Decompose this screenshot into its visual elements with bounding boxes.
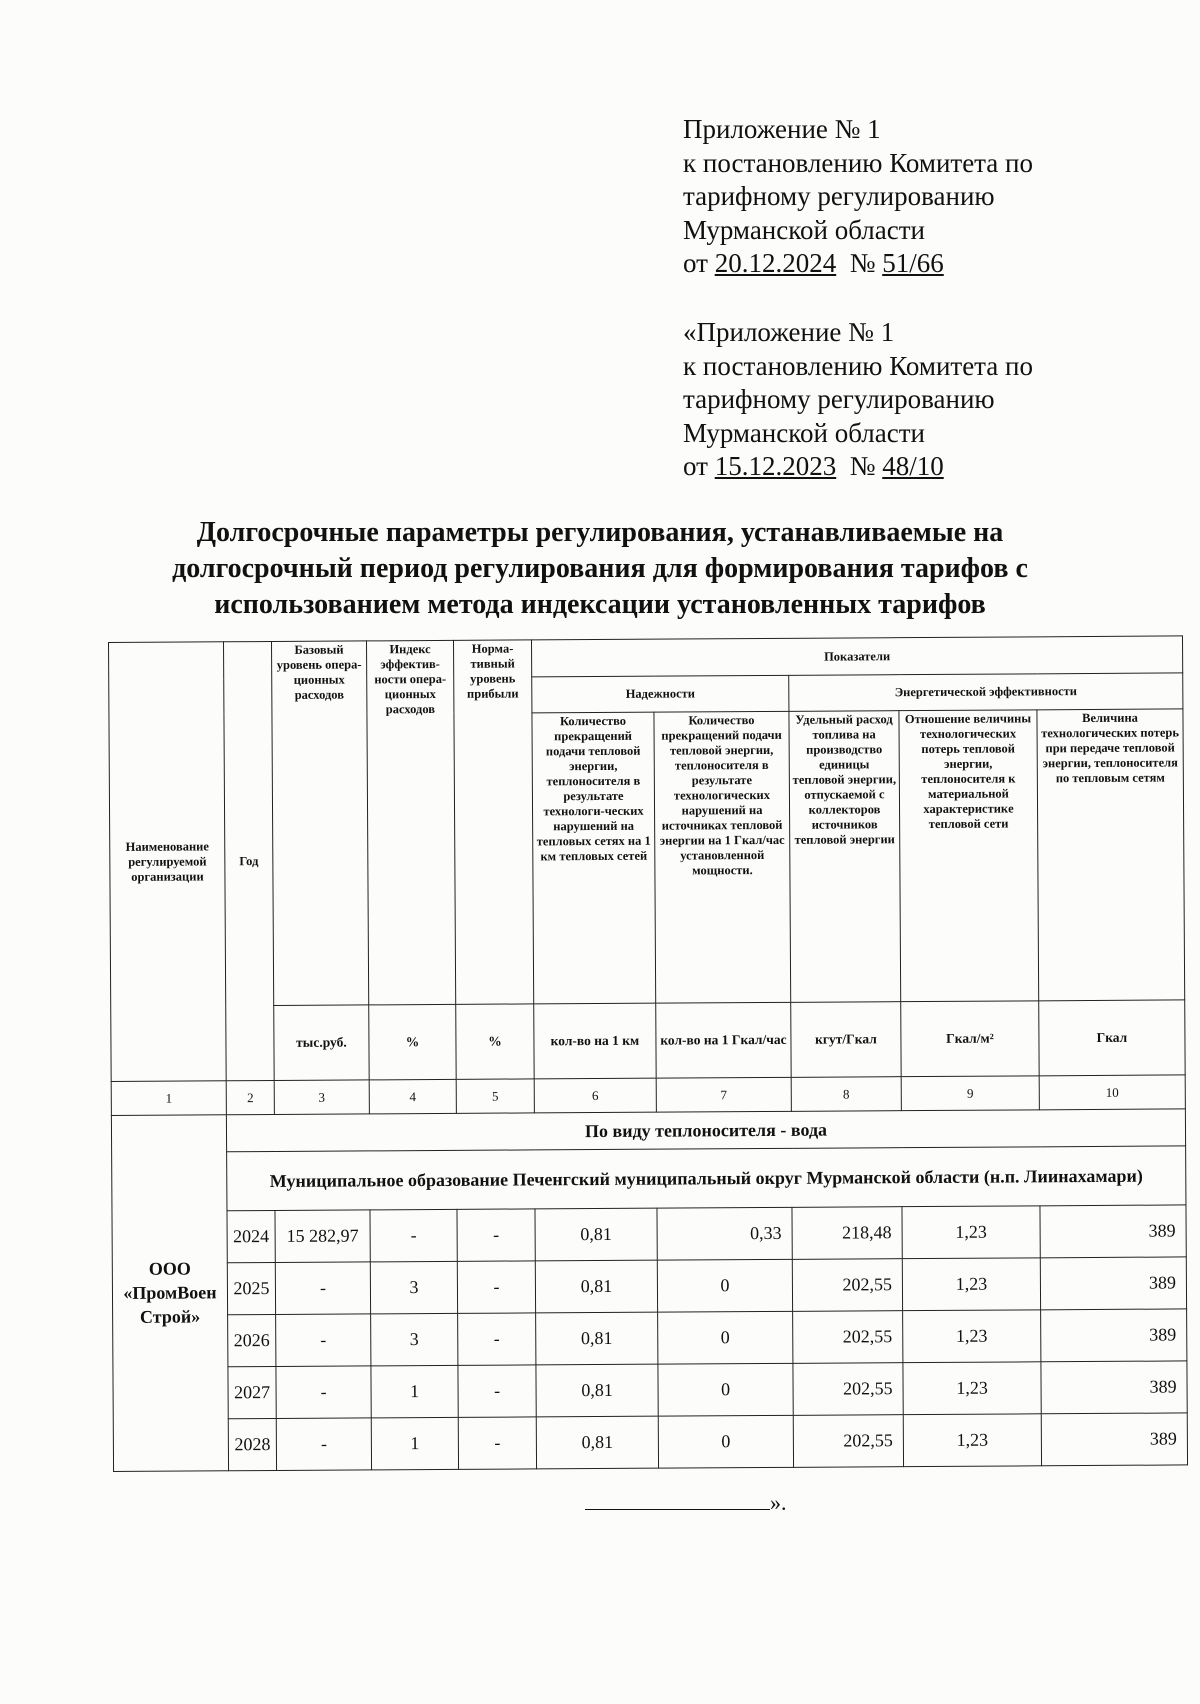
table-row [112,1257,1186,1316]
cell-col8: 202,55 [793,1414,903,1467]
unit-col9: Гкал/м² [901,1001,1039,1077]
col-number: 1 [111,1081,226,1115]
cell-index: - [370,1209,457,1262]
organization-name: ООО «ПромВоен Строй» [111,1115,228,1472]
header-base-level: Базовый уровень опера-ционных расходов [272,641,369,1006]
col-number: 6 [534,1079,656,1113]
cell-col8: 218,48 [792,1206,902,1259]
unit-col8: кгут/Гкал [791,1002,901,1078]
document-title: Долгосрочные параметры регулирования, устанавливаемые на долгосрочный период регулирования для формирования тарифов с использованием метода индексации установленных тарифов [172,517,1028,620]
cell-col10: 389 [1040,1257,1186,1310]
appendix-line: «Приложение № 1 [683,317,895,347]
header-year: Год [224,642,275,1082]
cell-col6: 0,81 [536,1416,658,1469]
cell-base: - [276,1418,371,1471]
appendix-line: тарифному регулированию [683,181,995,211]
header-energy-efficiency: Энергетической эффективности [789,673,1183,711]
col-number: 5 [456,1079,534,1113]
cell-year: 2024 [227,1210,275,1262]
header-profit-level: Норма-тивный уровень прибыли [453,640,533,1005]
cell-year: 2028 [228,1418,276,1470]
col-number: 9 [901,1076,1039,1110]
cell-col7: 0 [658,1415,793,1468]
cell-base: - [276,1366,371,1419]
appendix-line: к постановлению Комитета по [683,350,1033,381]
resolution-date: 20.12.2024 [714,248,837,278]
resolution-number: 48/10 [882,451,944,481]
header-col8: Удельный расход топлива на производство единицы тепловой энергии, отпускаемой с коллекторов источников тепловой энергии [789,711,901,1003]
cell-base: 15 282,97 [275,1209,370,1262]
cell-col6: 0,81 [535,1260,657,1313]
cell-index: 3 [370,1261,457,1314]
col-number: 4 [369,1080,456,1114]
unit-profit: % [456,1004,534,1079]
date-prefix: от [683,451,708,481]
cell-profit: - [457,1261,535,1314]
header-organization: Наименование регулируемой организации [109,642,227,1082]
header-col10: Величина технологических потерь при передаче тепловой энергии, теплоносителя по тепловым сетям [1037,709,1185,1001]
number-prefix: № [849,248,876,278]
cell-col9: 1,23 [902,1257,1040,1310]
cell-col10: 389 [1041,1413,1187,1466]
unit-col10: Гкал [1039,1000,1185,1076]
cell-index: 1 [371,1365,458,1418]
appendix-date-line [683,450,1033,484]
cell-col6: 0,81 [535,1208,657,1261]
cell-col9: 1,23 [902,1205,1040,1258]
cell-col9: 1,23 [903,1362,1041,1415]
header-col6: Количество прекращений подачи тепловой энергии, теплоносителя в результате технологи-ческих нарушений на тепловых сетях на 1 км тепловых сетей [532,712,656,1004]
cell-profit: - [458,1417,536,1470]
closing-mark: ». [770,1490,787,1515]
cell-col8: 202,55 [793,1362,903,1415]
cell-index: 1 [371,1417,458,1470]
col-number: 2 [226,1081,274,1115]
col-number: 8 [791,1077,901,1111]
resolution-number: 51/66 [882,248,944,278]
resolution-date: 15.12.2023 [714,451,837,481]
closing-mark-line [585,1490,787,1516]
unit-col6: кол-во на 1 км [534,1004,656,1080]
col-number: 10 [1039,1075,1185,1109]
table-row [113,1361,1187,1420]
col-number: 7 [656,1078,791,1112]
cell-col9: 1,23 [903,1310,1041,1363]
parameters-table [108,635,1188,1472]
unit-base: тыс.руб. [274,1005,369,1081]
cell-index: 3 [371,1313,458,1366]
cell-profit: - [458,1365,536,1418]
cell-base: - [276,1314,371,1367]
appendix-header-previous [683,316,1033,484]
cell-col10: 389 [1040,1205,1186,1258]
cell-profit: - [458,1313,536,1366]
unit-index: % [369,1005,456,1081]
appendix-line: Мурманской области [683,214,925,245]
signature-underline [585,1493,770,1510]
table-row [113,1309,1187,1368]
header-efficiency-index: Индекс эффектив-ности опера-ционных расходов [366,640,455,1005]
header-indicators: Показатели [531,636,1182,677]
cell-year: 2026 [228,1314,276,1366]
cell-col7: 0 [657,1259,792,1312]
header-reliability: Надежности [532,676,789,713]
appendix-line: к постановлению Комитета по [683,147,1033,178]
unit-col7: кол-во на 1 Гкал/час [656,1003,791,1079]
cell-year: 2027 [228,1366,276,1418]
cell-profit: - [457,1208,535,1261]
cell-col10: 389 [1041,1361,1187,1414]
section-municipality: Муниципальное образование Печенгский муниципальный округ Мурманской области (н.п. Лиинахамари) [227,1146,1186,1210]
header-col7: Количество прекращений подачи тепловой энергии, теплоносителя в результате технологических нарушений на источниках тепловой энергии на 1 Гкал/час установленной мощности. [654,711,791,1003]
cell-col8: 202,55 [792,1258,902,1311]
cell-col6: 0,81 [536,1312,658,1365]
appendix-line: тарифному регулированию [683,384,995,414]
date-prefix: от [683,248,708,278]
header-col9: Отношение величины технологических потерь тепловой энергии, теплоносителя к материальной характеристикe тепловой сети [899,710,1039,1002]
section-medium: По виду теплоносителя - вода [226,1109,1185,1152]
col-number: 3 [274,1080,369,1114]
cell-col7: 0 [658,1311,793,1364]
cell-col6: 0,81 [536,1364,658,1417]
appendix-line: Мурманской области [683,417,925,448]
cell-col7: 0,33 [657,1207,792,1260]
cell-col7: 0 [658,1363,793,1416]
cell-col10: 389 [1041,1309,1187,1362]
cell-col8: 202,55 [793,1310,903,1363]
appendix-line: Приложение № 1 [683,114,881,144]
cell-base: - [275,1262,370,1315]
cell-col9: 1,23 [903,1414,1041,1467]
cell-year: 2025 [227,1262,275,1314]
appendix-date-line [683,247,1033,281]
appendix-header-current [683,113,1033,281]
table-row [113,1413,1187,1472]
table-row [112,1205,1186,1264]
number-prefix: № [849,451,876,481]
